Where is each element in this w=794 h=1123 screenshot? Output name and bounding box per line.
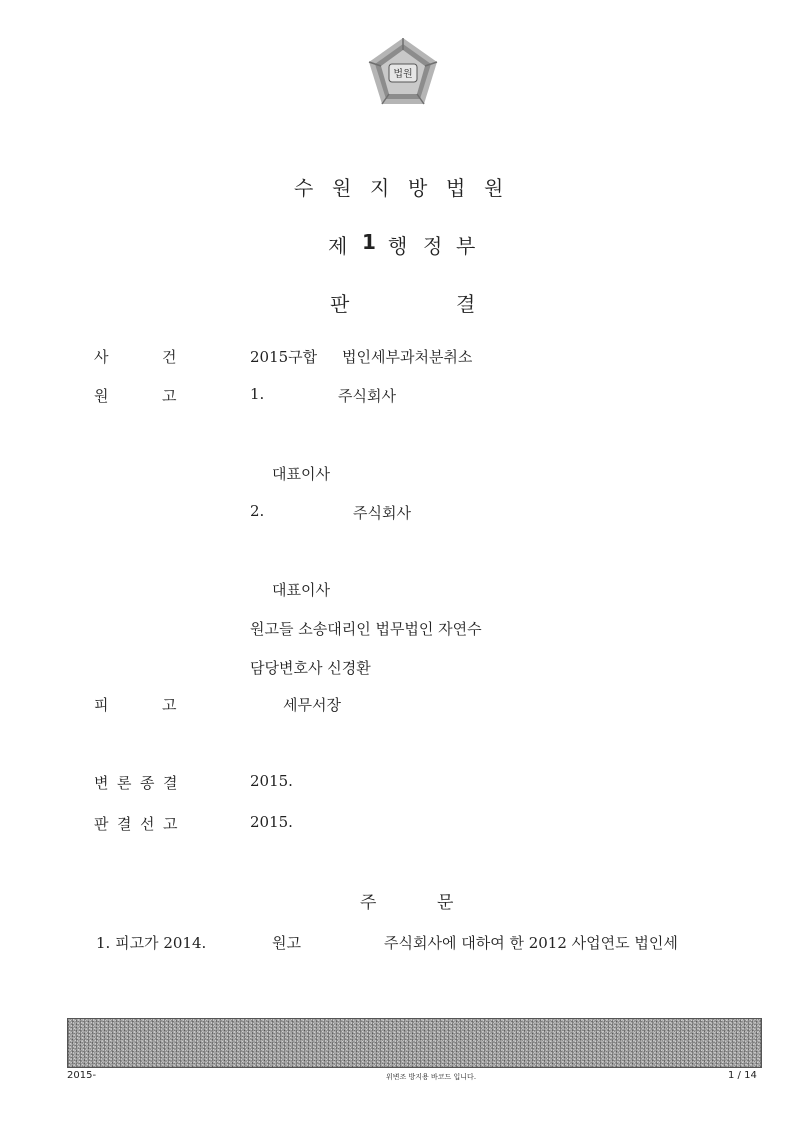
court-char: 수 [294,176,314,200]
footer-case-number: 2015- [67,1070,97,1081]
seal-label: 법원 [393,69,413,80]
defendant-label-char: 피 [94,696,109,714]
plaintiff-counsel: 원고들 소송대리인 법무법인 자연수 [250,620,482,638]
plaintiff-label-char: 원 [94,387,109,405]
verdict-label-char: 고 [163,815,178,833]
plaintiff-label-char: 고 [162,387,177,405]
plaintiff-1-number: 1. [250,385,265,403]
case-label-char: 사 [94,348,109,366]
footer-page-number: 1 / 14 [728,1070,757,1081]
court-char: 법 [446,176,466,200]
case-number: 2015구합 [250,348,318,366]
division-char: 정 [423,234,443,258]
closing-date: 2015. [250,772,293,790]
order-line-1-part-b: 원고 [272,934,301,952]
doc-type-char: 결 [456,292,476,316]
defendant-name: 세무서장 [283,696,341,714]
closing-label-char: 변 [94,774,109,792]
plaintiff-1-representative: 대표이사 [272,465,330,483]
anti-forgery-barcode [67,1018,762,1068]
verdict-label-char: 결 [117,815,132,833]
order-title-char: 주 [360,893,377,913]
court-char: 지 [370,176,390,200]
plaintiff-2-representative: 대표이사 [272,581,330,599]
closing-label-char: 종 [140,774,155,792]
verdict-label-char: 선 [140,815,155,833]
division-char: 1 [362,230,376,254]
court-char: 원 [332,176,352,200]
order-line-1-part-c: 주식회사에 대하여 한 2012 사업연도 법인세 [384,934,678,952]
plaintiff-2-name: 주식회사 [353,504,411,522]
division-char: 부 [456,234,476,258]
closing-label-char: 론 [117,774,132,792]
verdict-label-char: 판 [94,815,109,833]
plaintiff-1-name: 주식회사 [338,387,396,405]
closing-label-char: 결 [163,774,178,792]
verdict-date: 2015. [250,813,293,831]
court-seal [365,34,441,110]
case-title: 법인세부과처분취소 [342,348,473,366]
division-char: 제 [328,234,348,258]
division-char: 행 [388,234,408,258]
plaintiff-2-number: 2. [250,502,265,520]
court-char: 원 [484,176,504,200]
order-title-char: 문 [437,893,454,913]
footer-barcode-note: 위변조 방지용 바코드 입니다. [386,1073,477,1081]
court-char: 방 [408,176,428,200]
order-line-1-part-a: 1. 피고가 2014. [96,934,207,952]
doc-type-char: 판 [330,292,350,316]
defendant-label-char: 고 [162,696,177,714]
plaintiff-attorney: 담당변호사 신경환 [250,659,371,677]
case-label-char: 건 [162,348,177,366]
